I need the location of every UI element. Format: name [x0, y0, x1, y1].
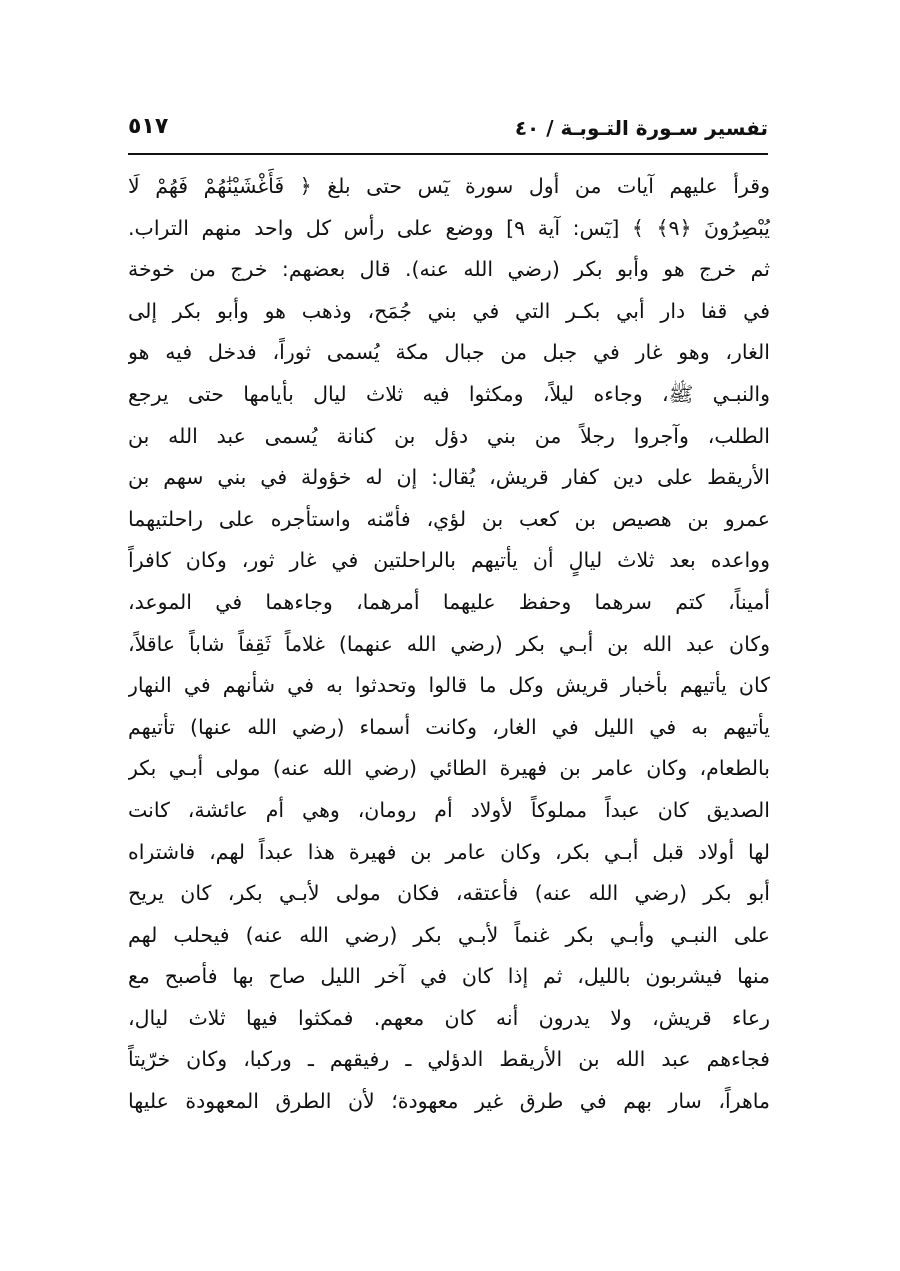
text-line: كان يأتيهم بأخبار قريش وكل ما قالوا وتحدثوا به في شأنهم في النهار	[128, 673, 770, 698]
text-line: الصديق كان عبداً مملوكاً لأولاد أم رومان، وهي أم عائشة، كانت	[128, 797, 770, 822]
running-header	[128, 108, 768, 148]
text-line: والنبـي ﷺ، وجاءه ليلاً، ومكثوا فيه ثلاث ليال بأيامها حتى يرجع	[128, 381, 770, 406]
text-line: بالطعام، وكان عامر بن فهيرة الطائي (رضي الله عنه) مولى أبـي بكر	[128, 756, 770, 781]
text-line: وواعده بعد ثلاث ليالٍ أن يأتيهم بالراحلتين في غار ثور، وكان كافراً	[128, 548, 770, 573]
text-line: على النبـي وأبـي بكر غنماً لأبـي بكر (رضي الله عنه) فيحلب لهم	[128, 922, 770, 947]
text-line: وقرأ عليهم آيات من أول سورة يٓس حتى بلغ ﴿ فَأَغْشَيْنَٰهُمْ فَهُمْ لَا	[128, 174, 770, 198]
text-line: أبو بكر (رضي الله عنه) فأعتقه، فكان مولى لأبـي بكر، كان يريح	[128, 881, 770, 906]
text-line: لها أولاد قبل أبـي بكر، وكان عامر بن فهيرة هذا عبداً لهم، فاشتراه	[128, 839, 770, 864]
text-line: يأتيهم به في الليل في الغار، وكانت أسماء (رضي الله عنها) تأتيهم	[128, 714, 770, 739]
text-line: الأريقط على دين كفار قريش، يُقال: إن له خؤولة في بني سهم بن	[128, 465, 770, 490]
text-line: منها فيشربون بالليل، ثم إذا كان في آخر الليل صاح بها فأصبح مع	[128, 964, 770, 989]
text-line: رعاء قريش، ولا يدرون أنه كان معهم. فمكثوا فيها ثلاث ليال،	[128, 1005, 770, 1030]
text-line: فجاءهم عبد الله بن الأريقط الدؤلي ـ رفيقهم ـ وركبا، وكان خرّيتاً	[128, 1047, 770, 1072]
text-line: ماهراً، سار بهم في طرق غير معهودة؛ لأن الطرق المعهودة عليها	[128, 1089, 770, 1114]
header-title: تفسير سـورة التـوبـة / ٤٠	[514, 116, 768, 140]
text-line: ثم خرج هو وأبو بكر (رضي الله عنه). قال بعضهم: خرج من خوخة	[128, 257, 770, 282]
text-line: عمرو بن هصيص بن كعب بن لؤي، فأمّنه واستأجره على راحلتيهما	[128, 506, 770, 531]
text-line: يُبْصِرُونَ ﴿٩﴾ ﴾ [يٓس: آية ٩] ووضع على رأس كل واحد منهم التراب.	[128, 215, 770, 240]
body-text	[128, 166, 770, 1123]
text-line: في قفا دار أبي بكـر التي في بني جُمَح، وذهب هو وأبو بكر إلى	[128, 298, 770, 323]
text-line: وكان عبد الله بن أبـي بكر (رضي الله عنهما) غلاماً ثَقِفاً شاباً عاقلاً،	[128, 631, 770, 656]
text-line: أميناً، كتم سرهما وحفظ عليهما أمرهما، وجاءهما في الموعد،	[128, 589, 770, 614]
page-number: ٥١٧	[128, 114, 169, 139]
header-divider	[128, 153, 768, 155]
text-line: الطلب، وآجروا رجلاً من بني دؤل بن كنانة يُسمى عبد الله بن	[128, 423, 770, 448]
text-line: الغار، وهو غار في جبل من جبال مكة يُسمى ثوراً، فدخل فيه هو	[128, 340, 770, 365]
